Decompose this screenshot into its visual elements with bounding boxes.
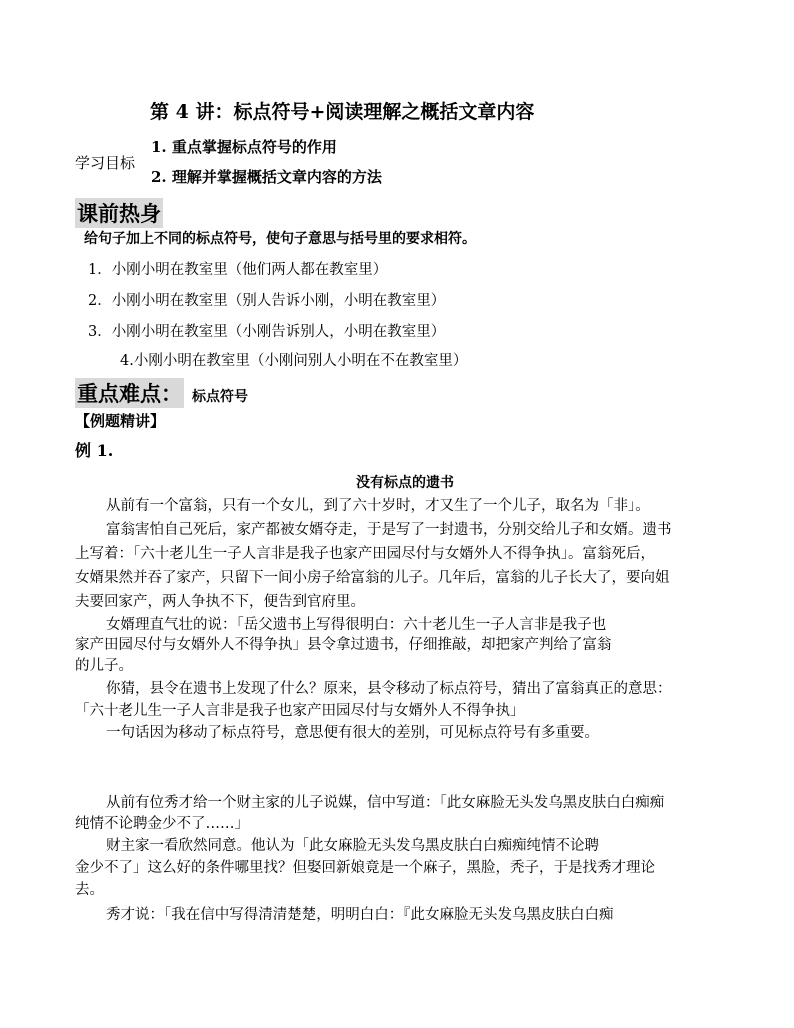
warmup-instruction: 给句子加上不同的标点符号，使句子意思与括号里的要求相符。 (84, 231, 476, 247)
goal-item-2: 2. 理解并掌握概括文章内容的方法 (151, 168, 382, 186)
story-line: 家产田园尽付与女婿外人不得争执」县令拿过遗书，仔细推敲，却把家产判给了富翁 (75, 637, 612, 653)
story-line: 夫要回家产，两人争执不下，便告到官府里。 (75, 594, 365, 610)
story2-line: 财主家一看欣然同意。他认为「此女麻脸无头发乌黑皮肤白白痴痴纯情不论聘 (106, 838, 599, 854)
exercise-item-1: 1．小刚小明在教室里（他们两人都在教室里） (88, 262, 388, 278)
story-line: 女婿果然并吞了家产，只留下一间小房子给富翁的儿子。几年后，富翁的儿子长大了，要向姐 (75, 570, 670, 586)
story-line: 的儿子。 (75, 658, 133, 674)
section-heading: 【例题精讲】 (75, 412, 166, 430)
exercise-item-2: 2．小刚小明在教室里（别人告诉小刚，小明在教室里） (88, 293, 446, 309)
key-points-heading: 重点难点： (75, 378, 184, 408)
story-line: 你猜，县令在遗书上发现了什么？原来，县令移动了标点符号，猜出了富翁真正的意思： (106, 681, 672, 697)
story2-line: 从前有位秀才给一个财主家的儿子说媒，信中写道：「此女麻脸无头发乌黑皮肤白白痴痴 (106, 795, 665, 811)
page-title: 第 4 讲：标点符号+阅读理解之概括文章内容 (150, 101, 535, 123)
warmup-heading: 课前热身 (75, 198, 163, 228)
exercise-item-3: 3．小刚小明在教室里（小刚告诉别人，小明在教室里） (88, 324, 446, 340)
goal-item-1: 1. 重点掌握标点符号的作用 (151, 138, 337, 156)
story-line: 上写着：「六十老儿生一子人言非是我子也家产田园尽付与女婿外人不得争执」。富翁死后， (75, 546, 655, 562)
exercise-item-4: 4.小刚小明在教室里（小刚问别人小明在不在教室里） (120, 353, 468, 369)
story-line: 从前有一个富翁，只有一个女儿，到了六十岁时，才又生了一个儿子，取名为「非」。 (106, 498, 650, 514)
key-points-topic: 标点符号 (192, 389, 248, 405)
goals-label: 学习目标 (75, 154, 136, 172)
story-line: 一句话因为移动了标点符号，意思便有很大的差别，可见标点符号有多重要。 (106, 725, 599, 741)
story2-line: 秀才说：「我在信中写得清清楚楚，明明白白：『此女麻脸无头发乌黑皮肤白白痴 (106, 907, 614, 923)
example-label: 例 1. (75, 441, 114, 460)
story2-line: 纯情不论聘金少不了……」 (75, 816, 249, 832)
story-line: 「六十老儿生一子人言非是我子也家产田园尽付与女婿外人不得争执」 (75, 703, 525, 719)
story2-line: 金少不了」这么好的条件哪里找？但娶回新娘竟是一个麻子，黑脸，秃子，于是找秀才理论 (75, 860, 655, 876)
story-line: 富翁害怕自己死后，家产都被女婿夺走，于是写了一封遗书，分别交给儿子和女婿。遗书 (106, 522, 672, 538)
story2-line: 去。 (75, 882, 104, 898)
story-title: 没有标点的遗书 (356, 475, 454, 491)
story-line: 女婿理直气壮的说：「岳父遗书上写得很明白：六十老儿生一子人言非是我子也 (106, 617, 607, 633)
